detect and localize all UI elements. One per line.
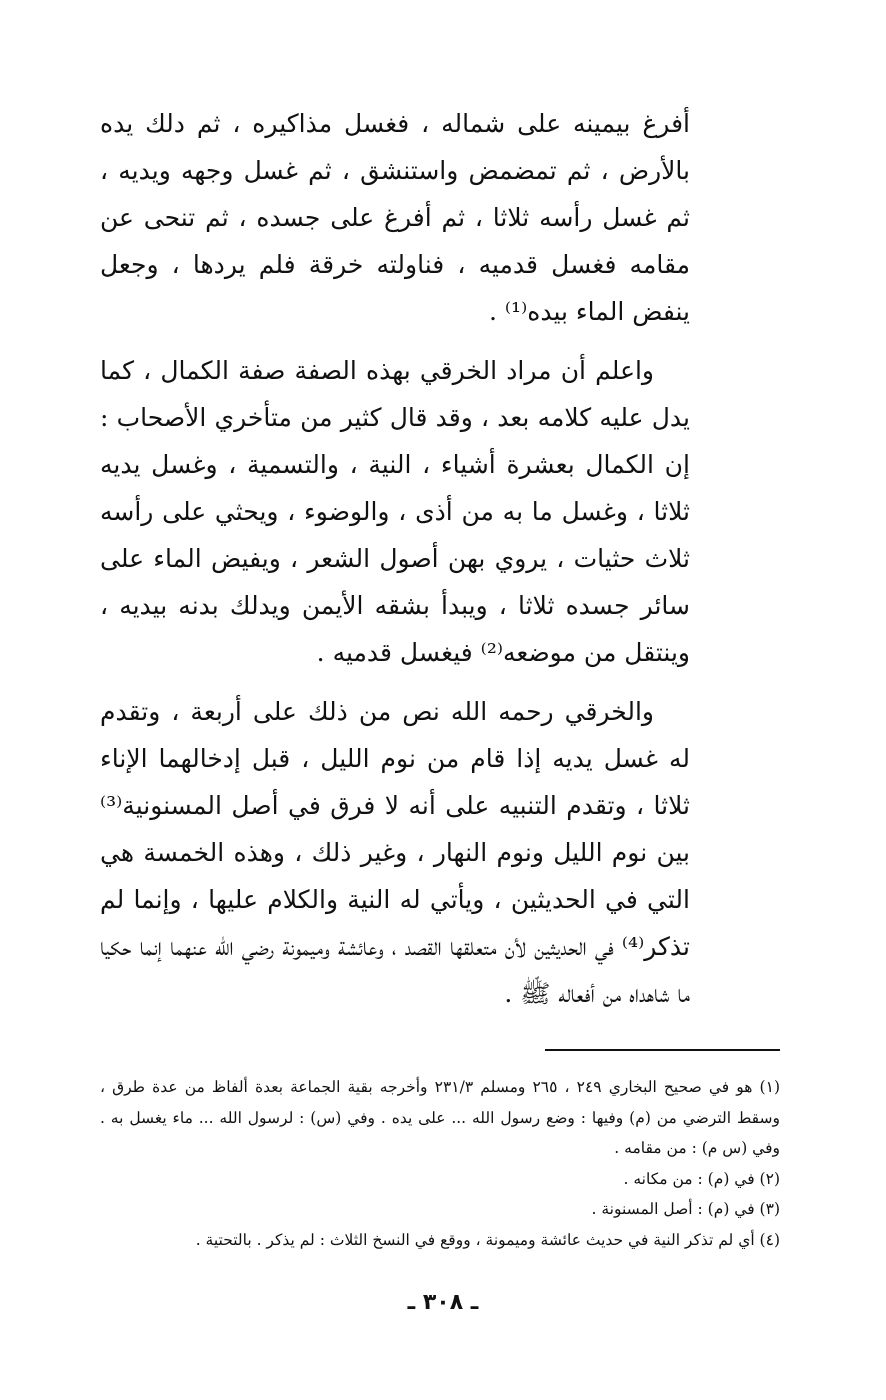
footnote-1: (١) هو في صحيح البخاري ٢٤٩ ، ٢٦٥ ومسلم ٢٣١/٣ وأخرجه بقية الجماعة بعدة ألفاظ من عدة طرق ، وسقط الترضي من (م) وفيها : وضع رسول الله ... على يده . وفي (س) : لرسول الله ... ماء يغسل به . وفي (س م) : من مقامه . bbox=[100, 1078, 780, 1157]
main-text bbox=[100, 100, 690, 1017]
page-number: ـ ٣٠٨ ـ bbox=[407, 1290, 479, 1315]
footnote-4: (٤) أي لم تذكر النية في حديث عائشة وميمونة ، ووقع في النسخ الثلاث : لم يذكر . بالتحتية . bbox=[195, 1230, 780, 1249]
footnote-divider bbox=[545, 1049, 780, 1051]
paragraph-2: واعلم أن مراد الخرقي بهذه الصفة صفة الكمال ، كما يدل عليه كلامه بعد ، وقد قال كثير من متأخري الأصحاب : إن الكمال بعشرة أشياء ، النية ، والتسمية ، وغسل يديه ثلاثا ، وغسل ما به من أذى ، والوضوء ، ويحثي على رأسه ثلاث حثيات ، يروي بهن أصول الشعر ، ويفيض الماء على سائر جسده ثلاثا ، ويبدأ بشقه الأيمن ويدلك بدنه بيديه ، وينتقل من موضعه⁽²⁾ فيغسل قدميه . bbox=[100, 356, 690, 667]
footnotes bbox=[100, 1072, 780, 1255]
paragraph-3: والخرقي رحمه الله نص من ذلك على أربعة ، وتقدم له غسل يديه إذا قام من نوم الليل ، قبل إدخالهما الإناء ثلاثا ، وتقدم التنبيه على أنه لا فرق في أصل المسنونية⁽³⁾ بين نوم الليل ونوم النهار ، وغير ذلك ، وهذه الخمسة هي التي في الحديثين ، ويأتي له النية والكلام عليها ، وإنما لم تذكر⁽⁴⁾ في الحديثين لأن متعلقها القصد ، وعائشة وميمونة رضي الله عنهما إنما حكيا ما شاهداه من أفعاله ﷺ . bbox=[100, 697, 690, 1008]
paragraph-1: أفرغ بيمينه على شماله ، فغسل مذاكيره ، ثم دلك يده بالأرض ، ثم تمضمض واستنشق ، ثم غسل وجهه ويديه ، ثم غسل رأسه ثلاثا ، ثم أفرغ على جسده ، ثم تنحى عن مقامه فغسل قدميه ، فناولته خرقة فلم يردها ، وجعل ينفض الماء بيده⁽¹⁾ . bbox=[100, 109, 690, 326]
footnote-3: (٣) في (م) : أصل المسنونة . bbox=[591, 1200, 780, 1218]
footnote-2: (٢) في (م) : من مكانه . bbox=[623, 1169, 780, 1188]
